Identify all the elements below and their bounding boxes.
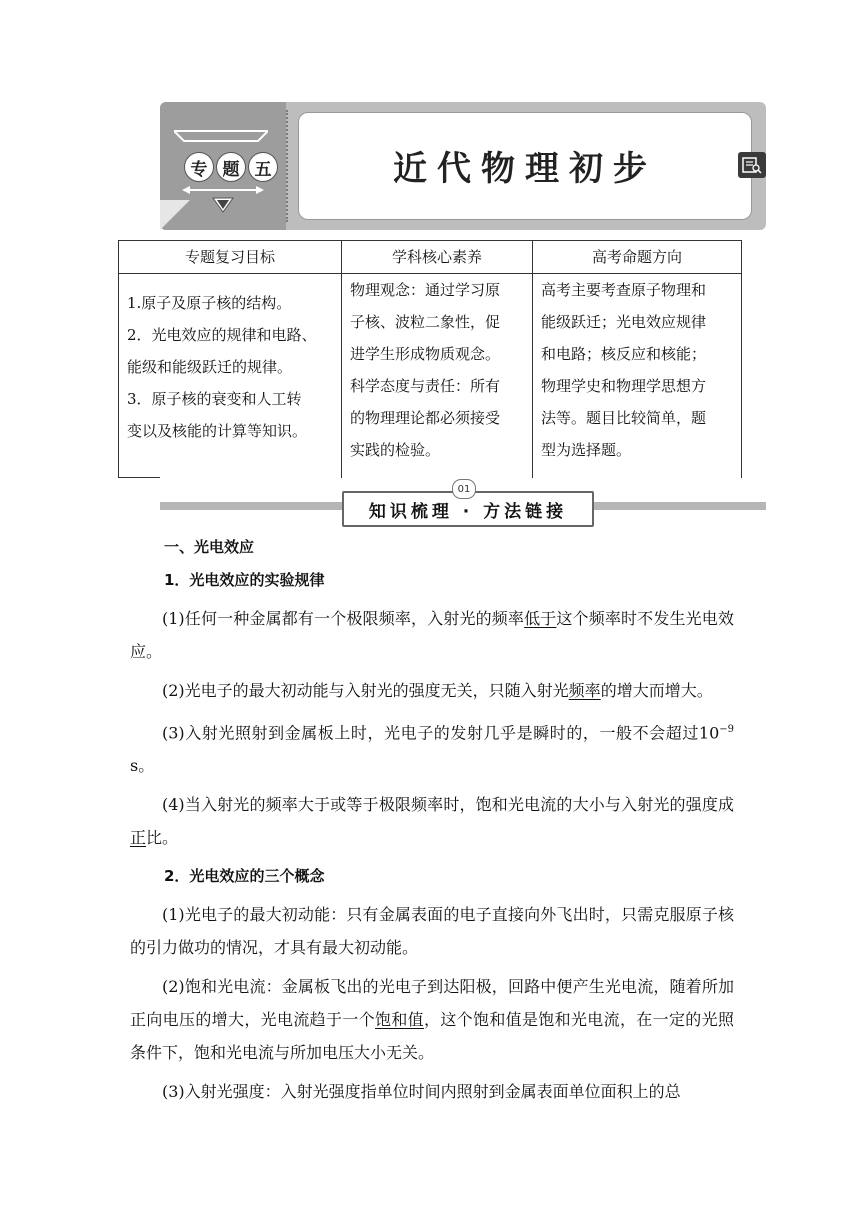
section-title: 知识梳理 · 方法链接	[342, 491, 594, 527]
underlined-term: 饱和值	[374, 1010, 424, 1030]
cell-line: 1.原子及原子核的结构。	[127, 294, 292, 312]
paragraph: (3)入射光强度：入射光强度指单位时间内照射到金属表面单位面积上的总	[162, 1082, 681, 1102]
header-review-goals: 专题复习目标	[119, 241, 342, 274]
chapter-title: 近代物理初步	[393, 149, 657, 189]
table-row	[119, 274, 742, 479]
cell-line: 进学生形成物质观念。	[350, 345, 501, 363]
badge-char: 专	[184, 152, 214, 182]
text-run: 这个频率时不发生光电效应。	[130, 609, 734, 661]
paragraph	[130, 970, 734, 1069]
text-run: 的增大而增大。	[600, 681, 713, 700]
banner-divider	[286, 110, 298, 222]
banner-left-panel	[160, 102, 286, 230]
paragraph	[130, 713, 734, 782]
paragraph	[130, 788, 734, 854]
topic-badge	[184, 152, 278, 182]
cell-line: 能级和能级跃迁的规律。	[127, 358, 293, 376]
text-run: (1)任何一种金属都有一个极限频率，入射光的频率	[162, 609, 525, 628]
page-fold-corner	[160, 200, 190, 230]
superscript: −9	[719, 724, 734, 735]
subheading-concepts: 2．光电效应的三个概念	[164, 867, 325, 886]
cell-line: 法等。题目比较简单，题	[541, 409, 707, 427]
text-run: 比。	[146, 828, 179, 848]
header-core-literacy: 学科核心素养	[342, 241, 533, 274]
header-exam-direction: 高考命题方向	[533, 241, 742, 274]
text-run: (2)光电子的最大初动能与入射光的强度无关，只随入射光	[162, 681, 569, 700]
underlined-term: 频率	[568, 681, 601, 700]
text-run: (3)入射光照射到金属板上时，光电子的发射几乎是瞬时的，一般不会超过10	[162, 723, 720, 743]
goals-table	[118, 240, 742, 478]
cell-line: 物理学史和物理学思想方	[541, 377, 707, 395]
main-content	[130, 536, 734, 1108]
section-number-badge: 01	[452, 479, 476, 499]
cell-line: 3．原子核的衰变和人工转	[127, 390, 302, 408]
cell-line: 子核、波粒二象性，促	[350, 313, 501, 331]
chapter-banner	[160, 102, 766, 230]
cell-line: 物理观念：通过学习原	[350, 281, 501, 299]
table-bottom-rule	[118, 477, 160, 478]
underlined-term: 正	[130, 828, 147, 848]
text-run: (4)当入射光的频率大于或等于极限频率时，饱和光电流的大小与入射光的强度成	[162, 795, 734, 815]
text-run: (2)饱和光电流：金属板飞出的光电子到达阳极，回路中便产生光电流，随着所加正向电压的增大，光电流趋于一个	[130, 977, 734, 1030]
underlined-term: 低于	[524, 609, 557, 628]
book-search-icon[interactable]	[738, 152, 766, 178]
double-arrow-down-icon	[182, 186, 264, 214]
paragraph	[130, 674, 734, 707]
cell-line: 高考主要考查原子物理和	[541, 281, 707, 299]
review-goals-cell	[119, 274, 342, 479]
paragraph	[130, 602, 734, 668]
text-run: s。	[130, 756, 155, 776]
paragraph: (1)光电子的最大初动能：只有金属表面的电子直接向外飞出时，只需克服原子核的引力做功的情况，才具有最大初动能。	[130, 905, 734, 958]
core-literacy-cell	[342, 274, 533, 479]
subheading-laws: 1．光电效应的实验规律	[164, 571, 325, 589]
cell-line: 变以及核能的计算等知识。	[127, 422, 308, 440]
text-run: ，这个饱和值是饱和光电流，在一定的光照条件下，饱和光电流与所加电压大小无关。	[130, 1010, 734, 1063]
table-header-row	[119, 241, 742, 274]
badge-char: 五	[248, 152, 278, 182]
exam-direction-cell	[533, 274, 742, 479]
cell-line: 型为选择题。	[541, 441, 632, 459]
cell-line: 实践的检验。	[350, 441, 441, 459]
decorative-trapezoid-icon	[174, 130, 268, 142]
title-panel	[298, 112, 752, 220]
cell-line: 能级跃迁；光电效应规律	[541, 313, 707, 331]
cell-line: 2．光电效应的规律和电路、	[127, 326, 317, 344]
cell-line: 科学态度与责任：所有	[350, 377, 501, 395]
cell-line: 的物理理论都必须接受	[350, 409, 501, 427]
cell-line: 和电路；核反应和核能；	[541, 345, 707, 363]
badge-char: 题	[216, 152, 246, 182]
heading-photoelectric: 一、光电效应	[164, 538, 255, 556]
